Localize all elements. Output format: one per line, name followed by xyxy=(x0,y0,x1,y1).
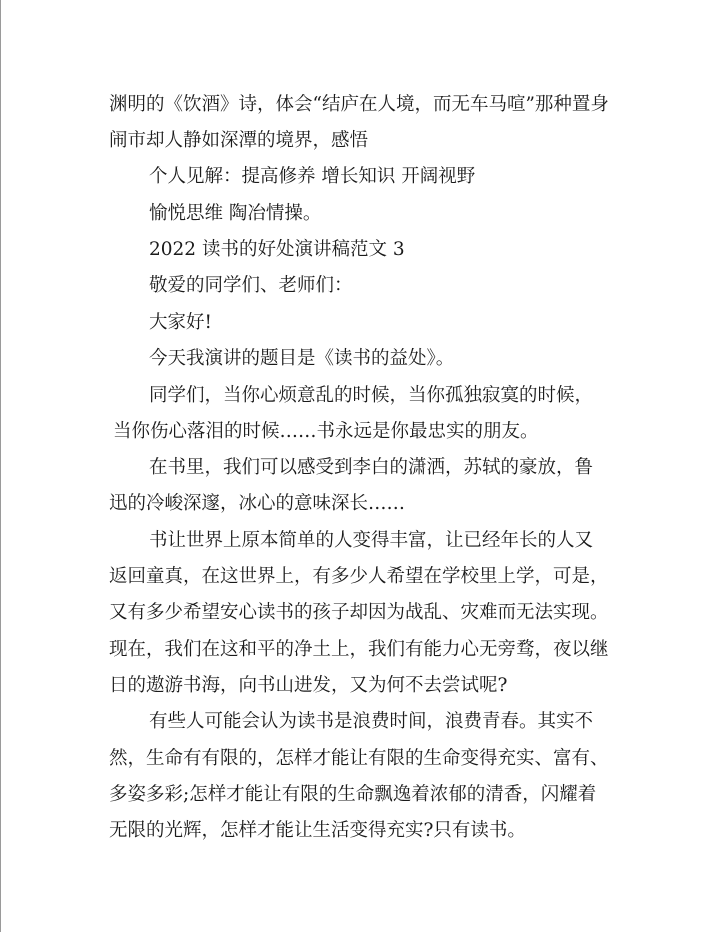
text-line: 愉悦思维 陶冶情操。 xyxy=(149,203,322,224)
text-line: 日的遨游书海，向书山进发，又为何不去尝试呢? xyxy=(109,675,508,696)
text-line: 同学们，当你心烦意乱的时候，当你孤独寂寞的时候， xyxy=(149,385,594,406)
text-line: 现在，我们在这和平的净土上，我们有能力心无旁骛，夜以继 xyxy=(109,639,609,660)
text-line: 书让世界上原本简单的人变得丰富，让已经年长的人又 xyxy=(149,530,594,551)
text-line: 然，生命有有限的，怎样才能让有限的生命变得充实、富有、 xyxy=(109,748,609,769)
text-line: 个人见解：提高修养 增长知识 开阔视野 xyxy=(149,166,476,187)
text-line: 闹市却人静如深潭的境界，感悟 xyxy=(109,130,369,151)
text-line: 迅的冷峻深邃，冰心的意味深长…… xyxy=(109,493,406,514)
section-heading: 2022 读书的好处演讲稿范文 3 xyxy=(149,239,405,260)
text-line: 今天我演讲的题目是《读书的益处》。 xyxy=(149,348,455,369)
greeting: 大家好! xyxy=(149,312,212,333)
text-line: 返回童真，在这世界上，有多少人希望在学校里上学，可是， xyxy=(109,566,609,587)
text-line: 在书里，我们可以感受到李白的潇洒，苏轼的豪放，鲁 xyxy=(149,457,594,478)
text-line: 有些人可能会认为读书是浪费时间，浪费青春。其实不 xyxy=(149,711,594,732)
text-line: 渊明的《饮酒》诗，体会“结庐在人境，而无车马喧”那种置身 xyxy=(109,94,609,115)
text-line: 当你伤心落泪的时候……书永远是你最忠实的朋友。 xyxy=(113,421,539,442)
text-line: 又有多少希望安心读书的孩子却因为战乱、灾难而无法实现。 xyxy=(109,602,609,623)
text-line: 无限的光辉，怎样才能让生活变得充实?只有读书。 xyxy=(109,820,526,841)
salutation: 敬爱的同学们、老师们： xyxy=(149,275,353,296)
text-line: 多姿多彩;怎样才能让有限的生命飘逸着浓郁的清香，闪耀着 xyxy=(109,784,597,805)
